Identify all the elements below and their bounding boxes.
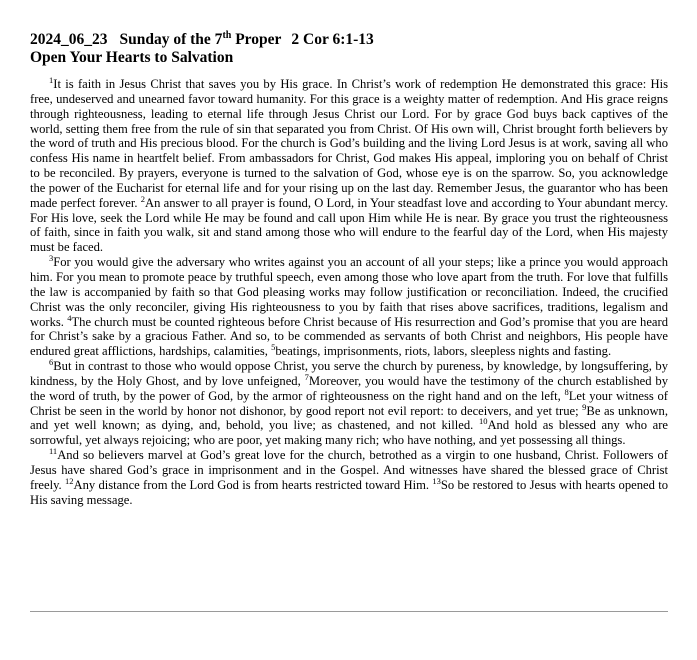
verse-number: 11 [49, 445, 58, 456]
verse-text: But in contrast to those who would oppose Christ, you serve the church by pureness, by knowledge, by longsuffering, by kindness, by the Holy Ghost, and by love unfeigned, [30, 359, 668, 388]
paragraph [30, 74, 668, 255]
sermon-occasion: Sunday of the 7th Proper [119, 29, 282, 48]
verse-number: 12 [65, 475, 74, 486]
verse-number: 1 [49, 74, 54, 85]
verse-number: 5 [271, 342, 276, 352]
verse-text: And hold as blessed any who are sorrowful, yet always rejoicing; who are poor, yet making many rich; who have nothing, and yet possessing all things. [30, 418, 669, 448]
paragraph [30, 356, 669, 448]
verse-text: Any distance from the Lord God is from hearts restricted toward Him. [73, 477, 433, 492]
verse-text: And so believers marvel at God’s great love for the church, betrothed as a virgin to one husband, Christ. Followers of Jesus have shared God’s grace in imprisonment and in the Gospel. And witnesses have shared the blessed grace of Christ freely. [30, 448, 668, 492]
verse-number: 3 [49, 252, 54, 263]
verse-number: 13 [432, 475, 441, 486]
sermon-subtitle: Open Your Hearts to Salvation [30, 49, 234, 66]
verse-text: The church must be counted righteous before Christ because of His resurrection and God’s promise that you are heard for Christ’s sake by a gracious Father. And so, to be commended as servants of both Christ and neighbors, His people have endured great afflictions, hardships, calamities, [30, 314, 668, 359]
verse-text: An answer to all prayer is found, O Lord, in Your steadfast love and according to Your abundant mercy. For His love, seek the Lord while He may be found and call upon Him while He is near. By grace you trust the righteousness of faith, since in faith you walk, sit and stand among those who will endure to the fearful day of the Lord, when His majesty must be faced. [30, 195, 668, 255]
sermon-body [30, 74, 669, 507]
verse-number: 7 [304, 371, 309, 382]
sermon-date: 2024_06_23 [30, 31, 108, 48]
verse-text: Moreover, you would have the testimony of the church established by the word of truth, by the power of God, by the armor of righteousness on the right hand and on the left, [30, 373, 668, 403]
document-page [30, 31, 668, 507]
verse-text: beatings, imprisonments, riots, labors, sleepless nights and fasting. [275, 344, 612, 359]
verse-number: 6 [49, 356, 54, 367]
verse-text: Be as unknown, and yet well known; as dying, and, behold, you live; as chastened, and not killed. [30, 403, 668, 433]
footer-divider [30, 611, 668, 612]
paragraph [30, 445, 669, 507]
verse-text: For you would give the adversary who writes against you an account of all your steps; like a prince you would approach him. For you mean to promote peace by truthful speech, even among those who love apart from the truth. For love that fulfills the law is accompanied by faith so that God pleasing works may follow justification or reconciliation. Indeed, the crucified Christ was the only reconciler, giving His righteousness to you by faith that rises above sacrifices, traditions, legalism and works. [30, 255, 668, 329]
verse-number: 10 [478, 416, 488, 427]
verse-text: Let your witness of Christ be seen in the world by honor not dishonor, by good report not evil report: to deceivers, and yet true; [30, 388, 668, 418]
verse-number: 9 [582, 401, 587, 412]
verse-text: So be restored to Jesus with hearts opened to His saving message. [30, 477, 669, 507]
verse-number: 4 [67, 312, 72, 323]
document-title [30, 31, 668, 49]
verse-number: 2 [140, 193, 145, 204]
paragraph [30, 252, 668, 359]
verse-text: It is faith in Jesus Christ that saves you by His grace. In Christ’s work of redemption He demonstrated this grace: His free, undeserved and unearned favor toward humanity. For this grace is a weighty matter of redemption. And His grace reigns through righteousness, leading to eternal life through Jesus Christ our Lord. For by grace God buys back captives of the world, setting them free from the rule of sin that separated you from Christ. Of His own will, Christ brought forth believers by the word of truth and His precious blood. For the church is God’s building and the living Lord Jesus is at work, saving all who confess His name in heartfelt belief. From ambassadors for Christ, God makes His appeal, imploring you on behalf of Christ to be reconciled. By prayers, everyone is turned to the salvation of God, whose eye is on the sparrow. So, you acknowledge the power of the Eucharist for eternal life and for your rising up on the last day. Remember Jesus, the guarantor who has been made perfect forever. [30, 77, 668, 210]
verse-number: 8 [564, 386, 569, 397]
scripture-reference: 2 Cor 6:1-13 [291, 31, 374, 48]
